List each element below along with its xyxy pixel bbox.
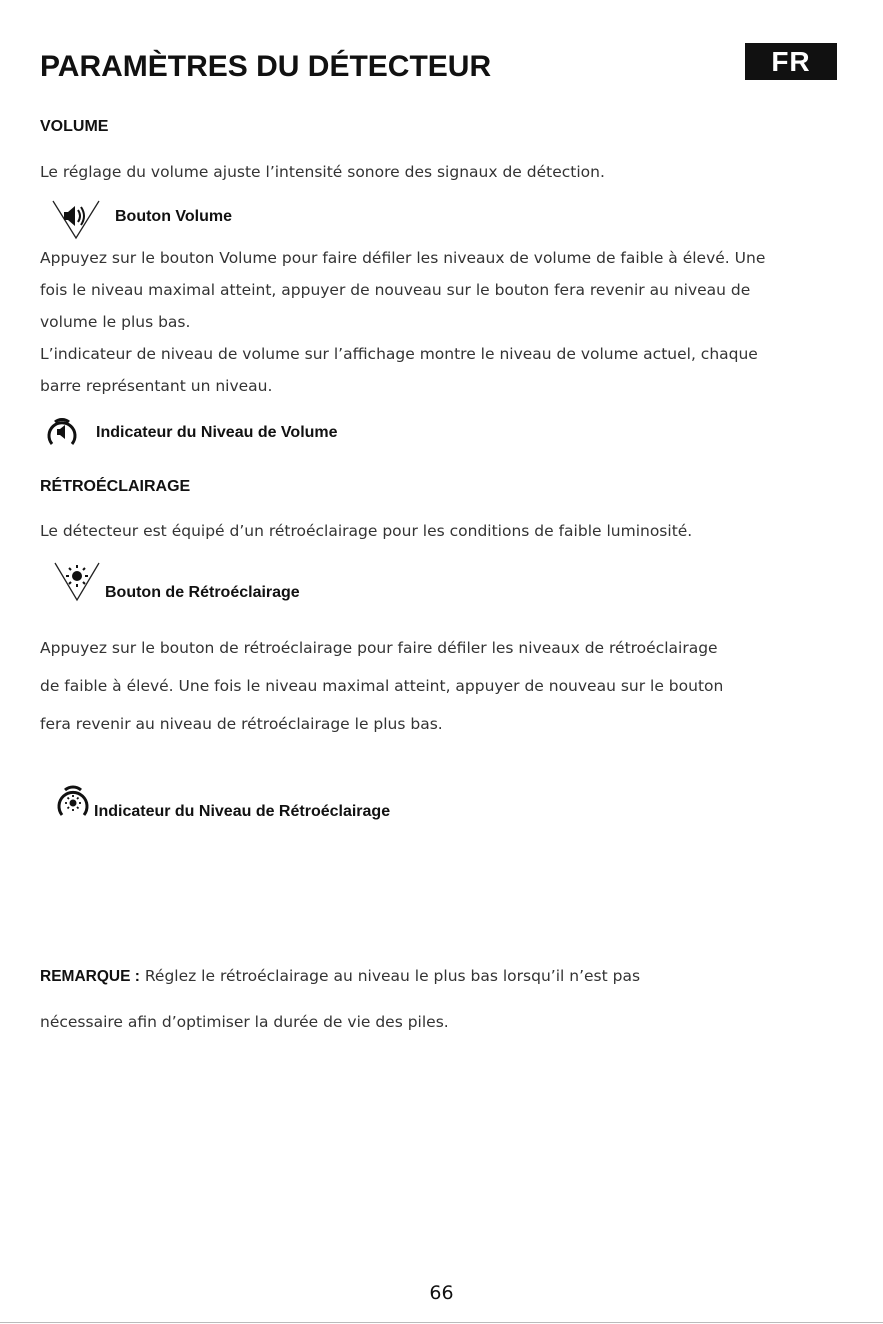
volume-description xyxy=(40,242,840,402)
note-label: REMARQUE : xyxy=(40,968,140,985)
backlight-description-line: fera revenir au niveau de rétroéclairage le plus bas. xyxy=(40,715,443,733)
backlight-button-label: Bouton de Rétroéclairage xyxy=(105,584,300,601)
volume-description-line: volume le plus bas. xyxy=(40,313,191,331)
volume-description-line: Appuyez sur le bouton Volume pour faire défiler les niveaux de volume de faible à élevé. Une xyxy=(40,249,766,267)
page-number: 66 xyxy=(429,1282,454,1304)
note-block xyxy=(40,960,840,1038)
volume-intro-text: Le réglage du volume ajuste l’intensité sonore des signaux de détection. xyxy=(40,163,605,181)
backlight-description-line: de faible à élevé. Une fois le niveau maximal atteint, appuyer de nouveau sur le bouton xyxy=(40,677,724,695)
volume-button-icon xyxy=(50,198,102,242)
backlight-description-line: Appuyez sur le bouton de rétroéclairage pour faire défiler les niveaux de rétroéclairage xyxy=(40,639,718,657)
section-heading-volume: VOLUME xyxy=(40,118,109,135)
backlight-description xyxy=(40,632,840,740)
note-text: Réglez le rétroéclairage au niveau le plus bas lorsqu’il n’est pas xyxy=(144,967,641,985)
backlight-level-indicator-icon xyxy=(54,782,92,822)
volume-level-indicator-icon xyxy=(44,414,80,450)
volume-description-line: barre représentant un niveau. xyxy=(40,377,273,395)
volume-button-label: Bouton Volume xyxy=(115,208,233,225)
note-line xyxy=(40,960,840,1006)
backlight-indicator-label: Indicateur du Niveau de Rétroéclairage xyxy=(94,803,391,820)
volume-description-line: fois le niveau maximal atteint, appuyer de nouveau sur le bouton fera revenir au niveau de xyxy=(40,281,751,299)
backlight-intro xyxy=(40,515,840,547)
volume-description-line: L’indicateur de niveau de volume sur l’affichage montre le niveau de volume actuel, chaque xyxy=(40,345,758,363)
language-badge: FR xyxy=(745,43,837,80)
backlight-button-icon xyxy=(52,560,102,604)
page-title: PARAMÈTRES DU DÉTECTEUR xyxy=(40,50,492,83)
bottom-divider xyxy=(0,1322,883,1323)
note-line: nécessaire afin d’optimiser la durée de vie des piles. xyxy=(40,1013,449,1031)
section-heading-backlight: RÉTROÉCLAIRAGE xyxy=(40,478,191,495)
volume-indicator-label: Indicateur du Niveau de Volume xyxy=(96,424,338,441)
backlight-intro-text: Le détecteur est équipé d’un rétroéclairage pour les conditions de faible luminosité. xyxy=(40,522,693,540)
volume-intro xyxy=(40,156,840,188)
